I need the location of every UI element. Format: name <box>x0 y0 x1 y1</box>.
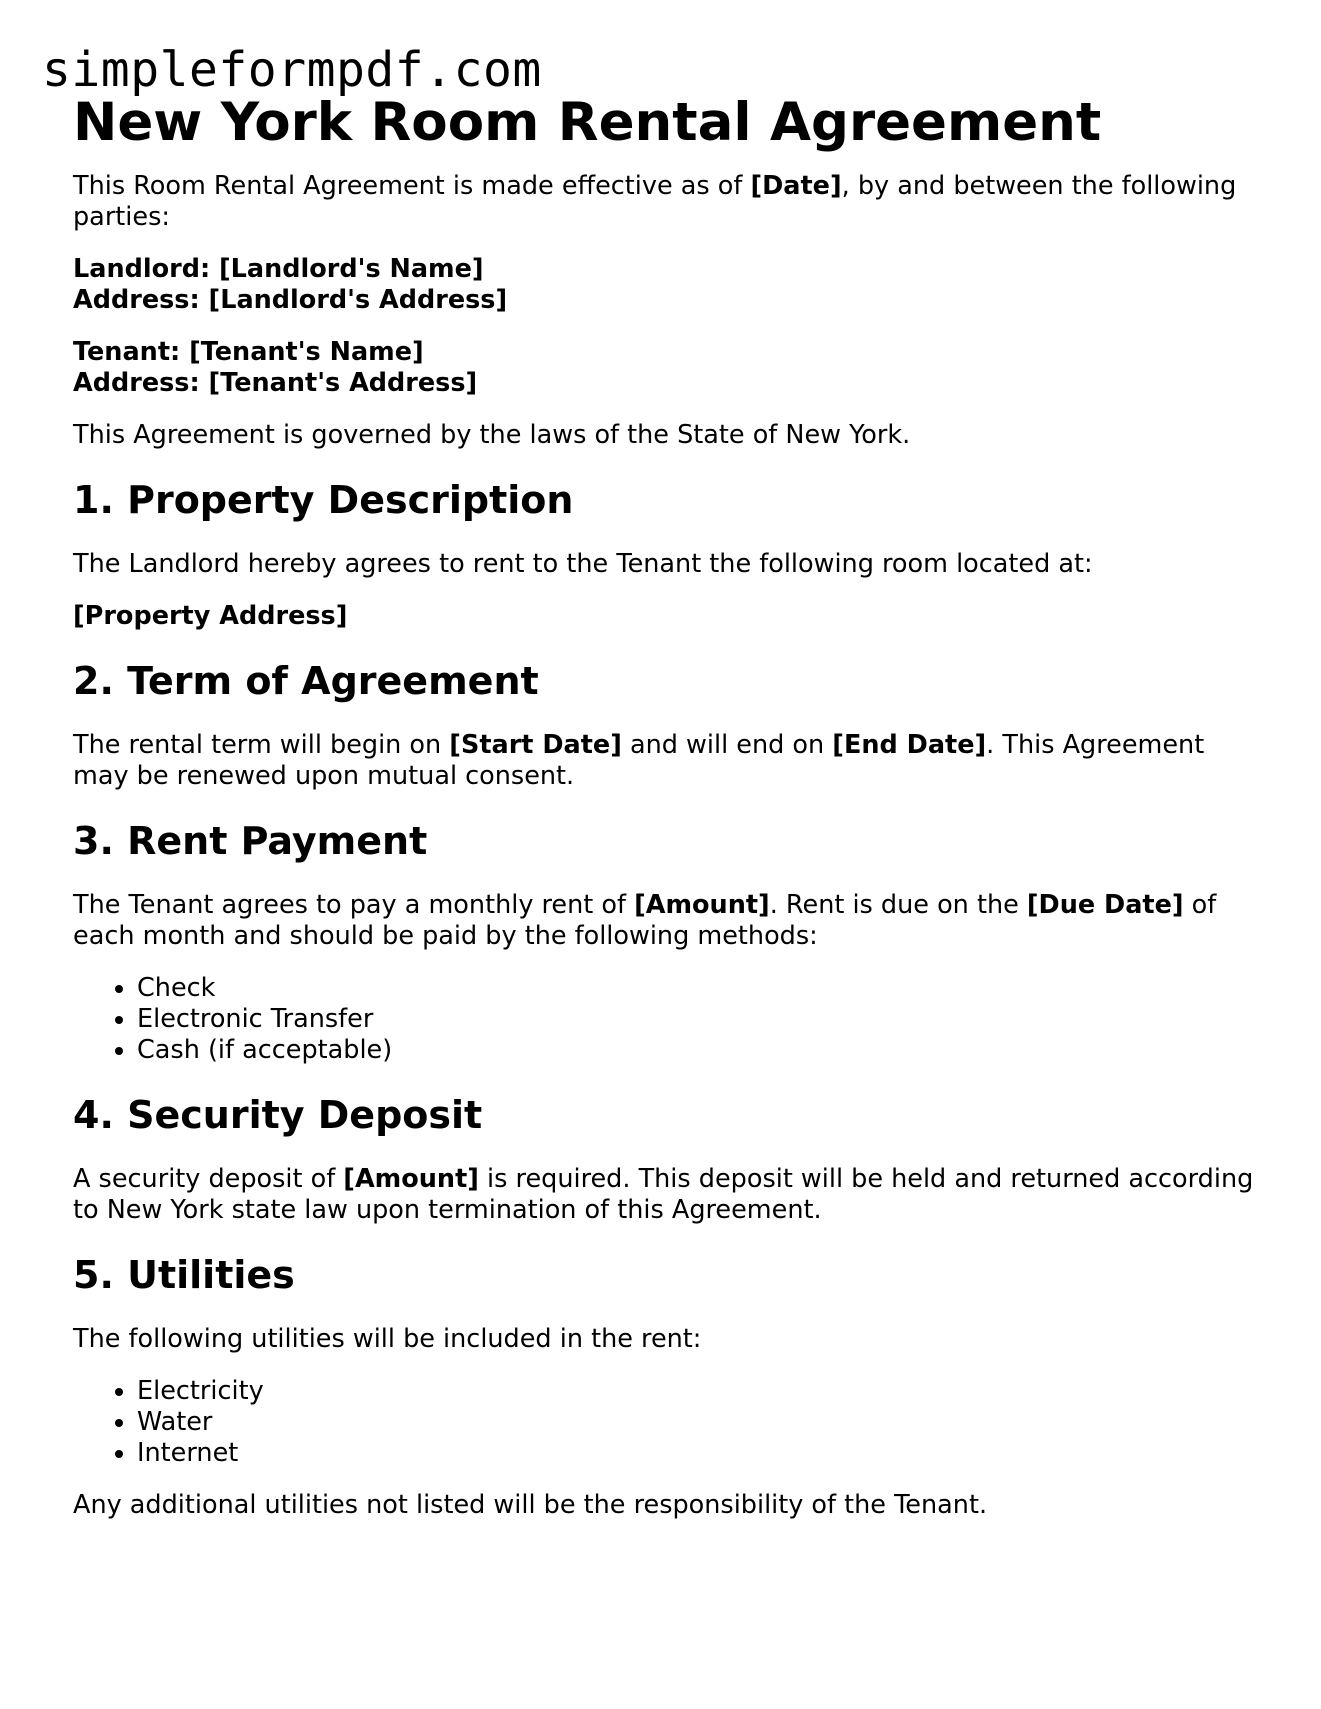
watermark: simpleformpdf.com <box>42 42 542 98</box>
deposit-text: A security deposit of [Amount] is required. This deposit will be held and returned according to New York state law upon termination of this Agreement. <box>73 1164 1254 1225</box>
document-body <box>73 88 1263 1521</box>
list-item: • Water <box>137 1407 1263 1438</box>
intro-paragraph: This Room Rental Agreement is made effective as of [Date], by and between the following parties: <box>73 171 1237 232</box>
term-text: The rental term will begin on [Start Date] and will end on [End Date]. This Agreement may be renewed upon mutual consent. <box>73 730 1205 791</box>
tenant-name: Tenant: [Tenant's Name] <box>73 337 424 367</box>
section-heading-property: 1. Property Description <box>73 478 574 522</box>
end-date-placeholder: [End Date] <box>832 730 987 760</box>
due-date-placeholder: [Due Date] <box>1026 890 1184 920</box>
utilities-list <box>73 1376 1263 1469</box>
section-heading-deposit: 4. Security Deposit <box>73 1093 483 1137</box>
governing-law: This Agreement is governed by the laws of the State of New York. <box>73 420 911 450</box>
property-text: The Landlord hereby agrees to rent to the Tenant the following room located at: <box>73 549 1093 579</box>
section-heading-term: 2. Term of Agreement <box>73 659 539 703</box>
list-item: • Cash (if acceptable) <box>137 1035 1263 1066</box>
list-item: • Internet <box>137 1438 1263 1469</box>
date-placeholder: [Date] <box>750 171 842 201</box>
payment-methods-list <box>73 973 1263 1066</box>
section-heading-utilities: 5. Utilities <box>73 1253 295 1297</box>
rent-amount-placeholder: [Amount] <box>634 890 770 920</box>
rent-text: The Tenant agrees to pay a monthly rent of [Amount]. Rent is due on the [Due Date] of each month and should be paid by the following methods: <box>73 890 1217 951</box>
list-item: • Electronic Transfer <box>137 1004 1263 1035</box>
property-address: [Property Address] <box>73 601 348 631</box>
list-item: • Electricity <box>137 1376 1263 1407</box>
section-heading-rent: 3. Rent Payment <box>73 819 428 863</box>
start-date-placeholder: [Start Date] <box>449 730 622 760</box>
utilities-text: The following utilities will be included in the rent: <box>73 1324 702 1354</box>
landlord-name: Landlord: [Landlord's Name] <box>73 254 484 284</box>
tenant-address: Address: [Tenant's Address] <box>73 368 478 398</box>
utilities-footer: Any additional utilities not listed will be the responsibility of the Tenant. <box>73 1490 988 1520</box>
landlord-address: Address: [Landlord's Address] <box>73 285 508 315</box>
document-title: New York Room Rental Agreement <box>73 92 1102 153</box>
deposit-amount-placeholder: [Amount] <box>343 1164 479 1194</box>
list-item: • Check <box>137 973 1263 1004</box>
